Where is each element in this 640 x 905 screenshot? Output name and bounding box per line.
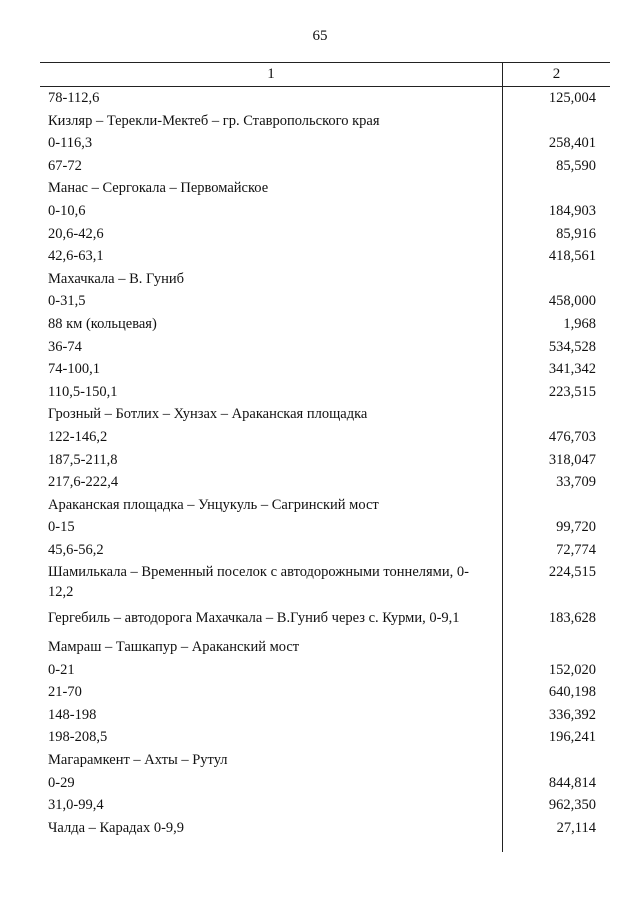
row-value: 85,590 [556,157,596,174]
row-value: 1,968 [563,315,596,332]
column-header-2: 2 [552,66,561,82]
row-name: Гергебиль – автодорога Махачкала – В.Гуниб через с. Курми, 0-9,1 [48,610,460,627]
row-name: 0-10,6 [48,202,86,219]
row-name: 88 км (кольцевая) [48,315,157,332]
table-row [40,636,610,659]
table-row [40,110,610,133]
table-row [40,681,610,704]
table-row [40,155,610,178]
table-row [40,177,610,200]
row-value: 458,000 [548,293,596,310]
table-body [40,87,610,839]
row-name: 36-74 [48,338,82,355]
table-row [40,358,610,381]
row-value: 85,916 [556,225,596,242]
table-row [40,749,610,772]
row-name: 122-146,2 [48,428,108,445]
table-top-rule [40,62,610,63]
row-value: 336,392 [548,706,596,723]
row-name: 0-29 [48,774,75,791]
data-table [40,62,610,852]
row-name: 148-198 [48,706,97,723]
row-name: 20,6-42,6 [48,225,104,242]
table-row [40,200,610,223]
table-row [40,290,610,313]
row-name: Магарамкент – Ахты – Рутул [48,752,228,769]
table-row [40,87,610,110]
row-name: 21-70 [48,684,82,701]
table-row [40,494,610,517]
row-value: 27,114 [556,819,596,836]
row-value: 318,047 [548,451,596,468]
row-name: 0-116,3 [48,135,93,152]
row-value: 33,709 [556,474,596,491]
row-value: 640,198 [548,684,596,701]
row-name: Махачкала – В. Гуниб [48,270,184,287]
row-name: 74-100,1 [48,361,100,378]
table-row [40,516,610,539]
table-row [40,605,610,636]
table-row [40,561,610,605]
table-row [40,313,610,336]
row-name: Кизляр – Терекли-Мектеб – гр. Ставропольского края [48,112,380,129]
table-row [40,336,610,359]
row-value: 183,628 [548,610,596,627]
column-header-1: 1 [267,66,275,82]
row-value: 341,342 [548,361,596,378]
row-name: 45,6-56,2 [48,541,104,558]
page-number: 65 [312,28,328,44]
table-row [40,426,610,449]
row-value: 258,401 [548,135,596,152]
row-value: 184,903 [548,202,596,219]
row-value: 476,703 [548,428,596,445]
table-row [40,794,610,817]
row-value: 534,528 [548,338,596,355]
row-name: Шамилькала – Временный поселок с автодорожными тоннелями, 0-12,2 [48,564,469,601]
table-row [40,245,610,268]
row-value: 99,720 [556,519,596,536]
row-value: 152,020 [548,661,596,678]
row-value: 196,241 [548,729,596,746]
table-row [40,772,610,795]
row-name: 217,6-222,4 [48,474,119,491]
table-row [40,817,610,840]
table-row [40,471,610,494]
table-row [40,659,610,682]
row-name: Манас – Сергокала – Первомайское [48,180,269,197]
table-row [40,449,610,472]
table-row [40,403,610,426]
table-row [40,132,610,155]
row-name: 187,5-211,8 [48,451,118,468]
row-name: 78-112,6 [48,90,100,106]
row-name: Араканская площадка – Унцукуль – Сагринский мост [48,496,379,513]
row-value: 844,814 [548,774,596,791]
table-row [40,726,610,749]
table-row [40,381,610,404]
row-name: 42,6-63,1 [48,248,104,265]
row-name: 0-21 [48,661,75,678]
row-name: Грозный – Ботлих – Хунзах – Араканская площадка [48,406,368,423]
row-name: Чалда – Карадах 0-9,9 [48,819,185,836]
row-name: 0-15 [48,519,75,536]
row-name: 0-31,5 [48,293,86,310]
row-name: Мамраш – Ташкапур – Араканский мост [48,639,300,656]
row-name: 67-72 [48,157,82,174]
table-row [40,223,610,246]
row-value: 418,561 [548,248,596,265]
row-value: 223,515 [548,383,596,400]
table-row [40,539,610,562]
row-value: 125,004 [548,90,596,106]
row-value: 72,774 [556,541,596,558]
table-row [40,268,610,291]
row-value: 224,515 [548,564,596,581]
table-row [40,704,610,727]
row-name: 31,0-99,4 [48,797,104,814]
row-value: 962,350 [548,797,596,814]
row-name: 110,5-150,1 [48,383,118,400]
row-name: 198-208,5 [48,729,108,746]
